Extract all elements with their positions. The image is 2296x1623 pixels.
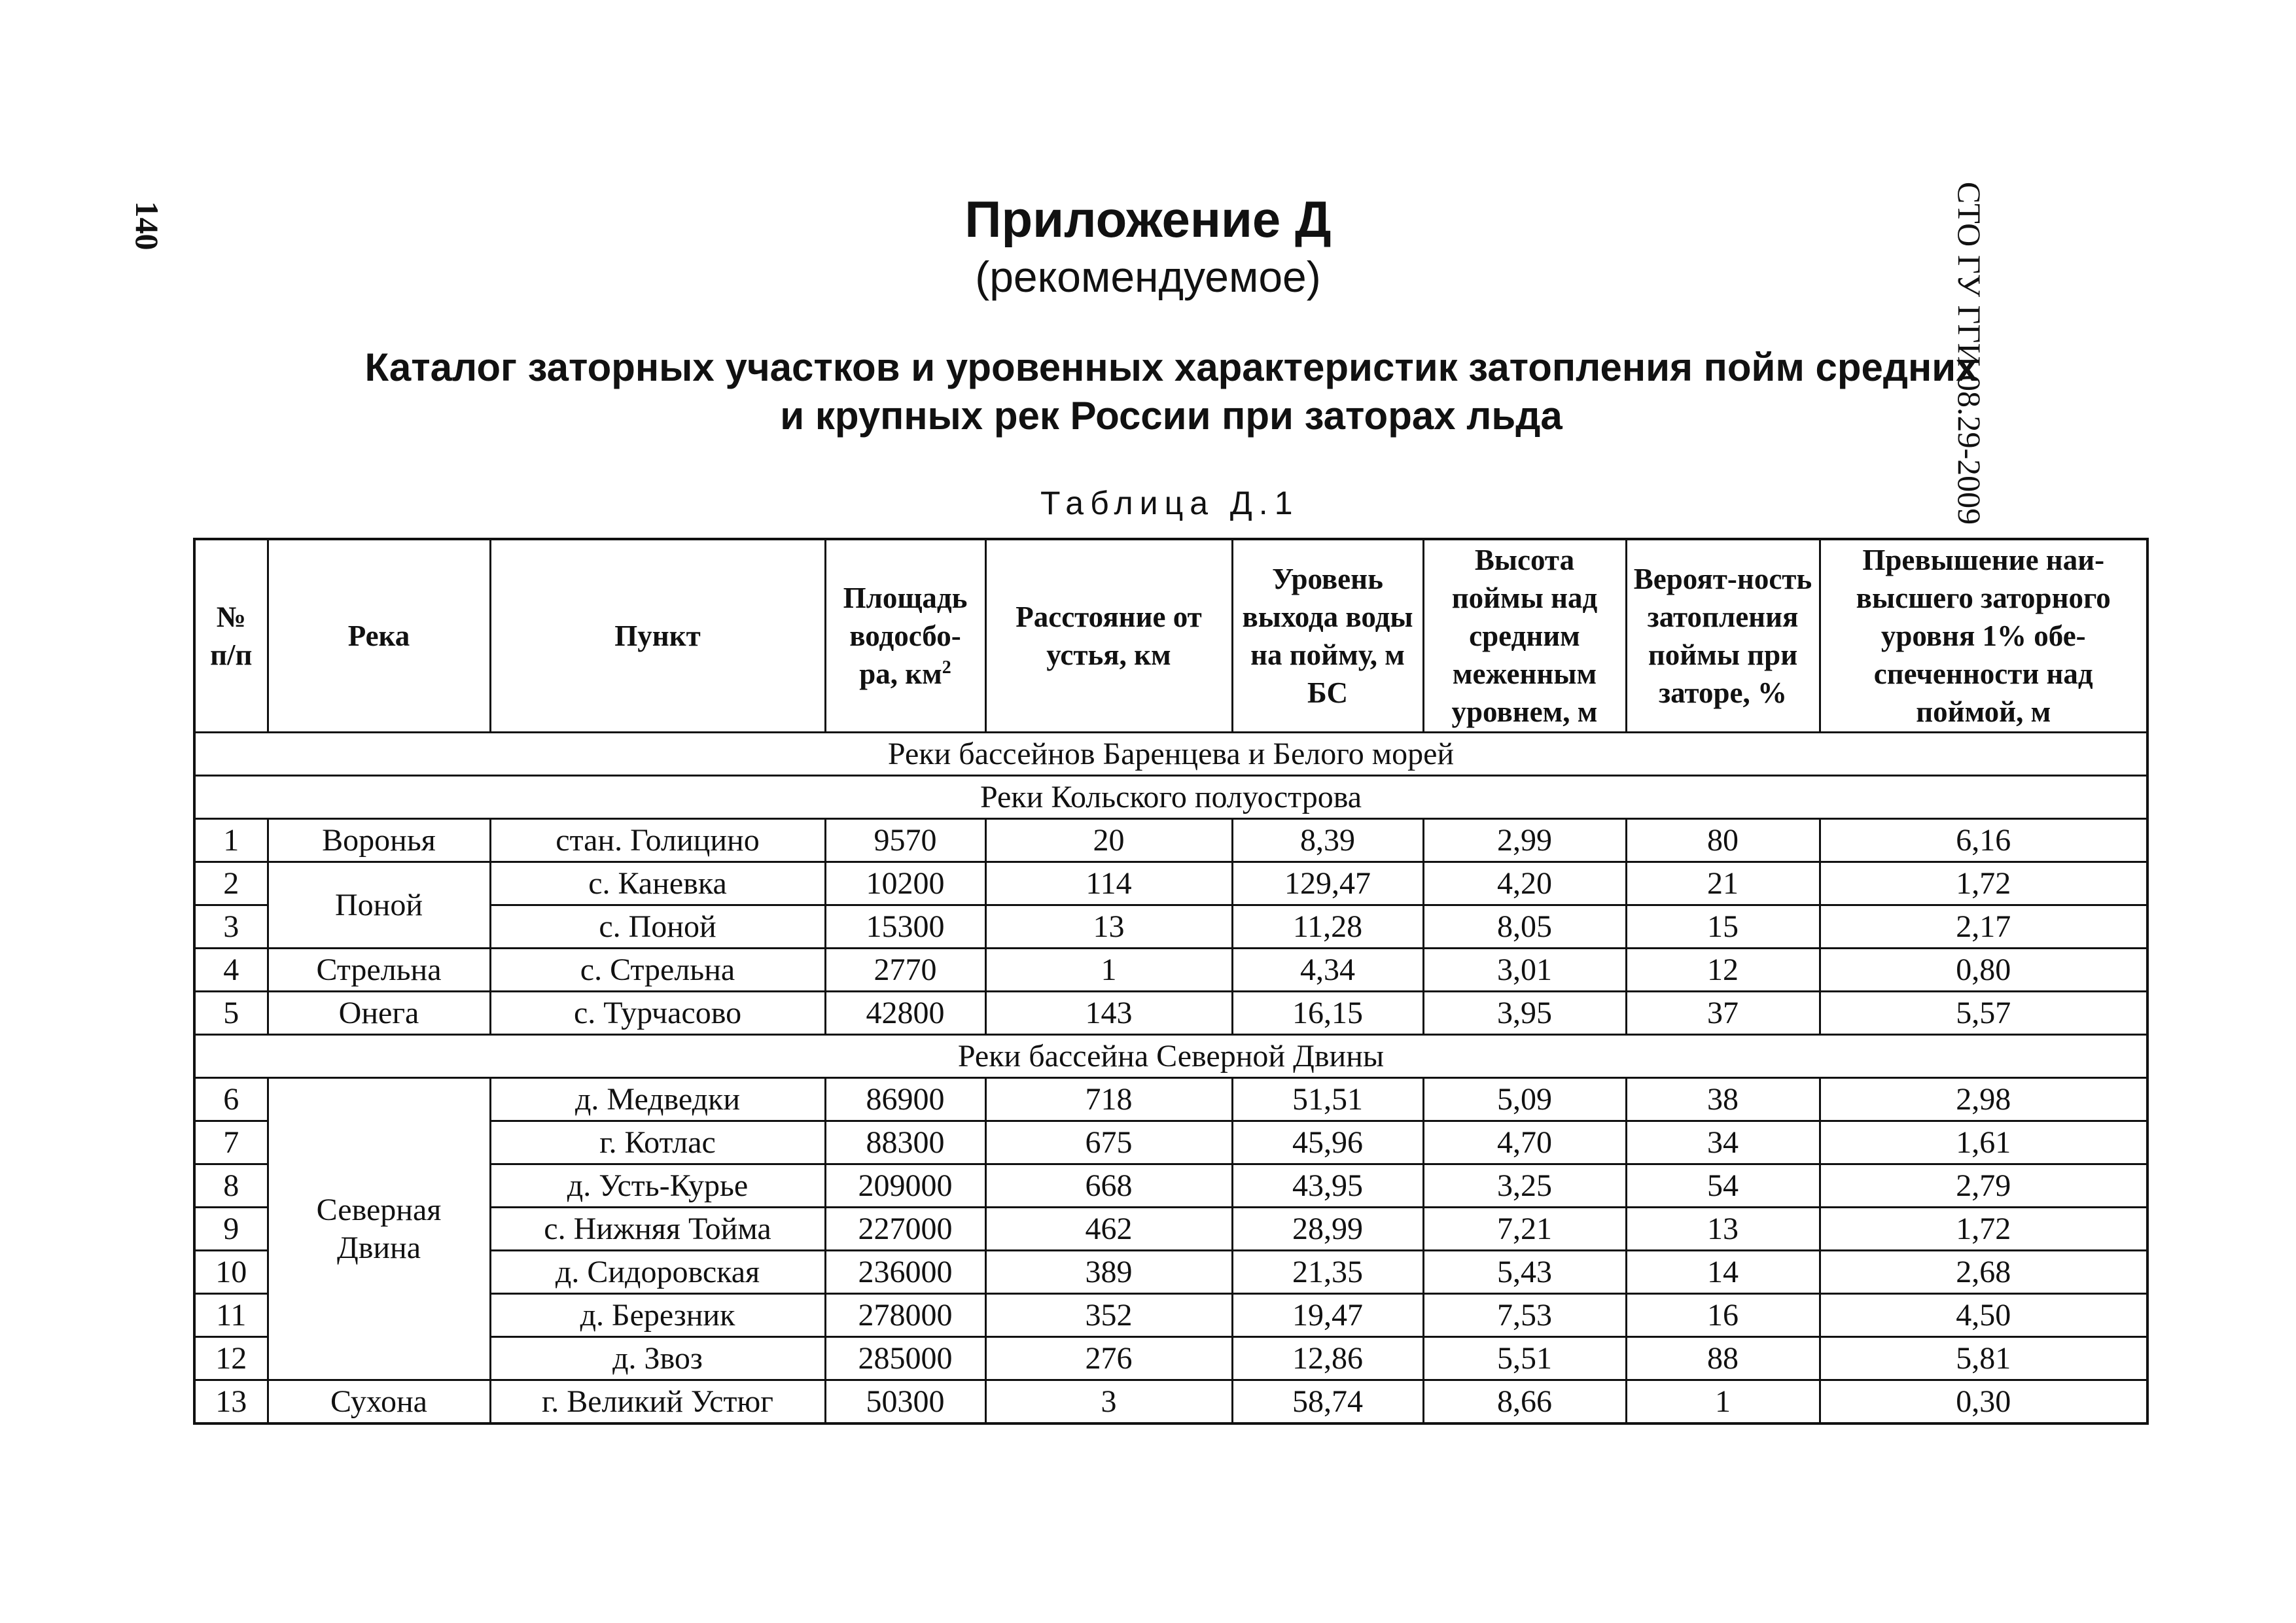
cell-height: 7,21 [1423,1208,1626,1251]
cell-num: 1 [194,819,268,862]
header-level: Уровень выхода воды на пойму, м БС [1232,539,1423,733]
cell-num: 3 [194,905,268,949]
cell-river: Воронья [268,819,490,862]
cell-area: 42800 [825,992,985,1035]
cell-area: 9570 [825,819,985,862]
header-area-text: Площадь водосбо-ра, км [843,582,968,690]
cell-height: 8,66 [1423,1380,1626,1424]
cell-point: с. Стрельна [490,949,825,992]
cell-num: 9 [194,1208,268,1251]
cell-area: 50300 [825,1380,985,1424]
cell-height: 4,70 [1423,1121,1626,1164]
cell-excess: 2,98 [1820,1078,2147,1121]
cell-probability: 12 [1626,949,1820,992]
cell-height: 5,09 [1423,1078,1626,1121]
header-height: Высота поймы над средним меженным уровнем, м [1423,539,1626,733]
cell-height: 3,01 [1423,949,1626,992]
cell-height: 5,43 [1423,1251,1626,1294]
appendix-title: Приложение Д [964,190,1332,248]
cell-height: 3,95 [1423,992,1626,1035]
cell-point: с. Нижняя Тойма [490,1208,825,1251]
cell-num: 7 [194,1121,268,1164]
cell-level: 58,74 [1232,1380,1423,1424]
header-river: Река [268,539,490,733]
cell-probability: 88 [1626,1337,1820,1380]
document-code: СТО ГУ ГГИ 08.29-2009 [1951,181,1988,525]
header-area-sup: 2 [942,657,951,678]
cell-probability: 1 [1626,1380,1820,1424]
cell-distance: 462 [985,1208,1232,1251]
header-distance: Расстояние от устья, км [985,539,1232,733]
cell-point: г. Великий Устюг [490,1380,825,1424]
section-dvina: Реки бассейна Северной Двины [194,1035,2147,1078]
cell-point: д. Усть-Курье [490,1164,825,1208]
cell-area: 86900 [825,1078,985,1121]
catalog-title-line-1: Каталог заторных участков и уровенных характеристик затопления пойм средних [364,345,1978,389]
cell-distance: 13 [985,905,1232,949]
cell-level: 8,39 [1232,819,1423,862]
cell-probability: 21 [1626,862,1820,905]
cell-probability: 54 [1626,1164,1820,1208]
table-row [194,862,2147,905]
cell-num: 8 [194,1164,268,1208]
page-number: 140 [129,201,166,251]
cell-area: 88300 [825,1121,985,1164]
cell-distance: 143 [985,992,1232,1035]
cell-height: 2,99 [1423,819,1626,862]
cell-distance: 389 [985,1251,1232,1294]
cell-excess: 4,50 [1820,1294,2147,1337]
cell-point: стан. Голицино [490,819,825,862]
cell-point: с. Турчасово [490,992,825,1035]
header-area [825,539,985,733]
cell-river: Стрельна [268,949,490,992]
section-row [194,776,2147,819]
cell-height: 3,25 [1423,1164,1626,1208]
cell-area: 227000 [825,1208,985,1251]
cell-excess: 2,79 [1820,1164,2147,1208]
cell-probability: 14 [1626,1251,1820,1294]
cell-excess: 5,81 [1820,1337,2147,1380]
cell-distance: 3 [985,1380,1232,1424]
section-row [194,1035,2147,1078]
cell-excess: 5,57 [1820,992,2147,1035]
cell-distance: 276 [985,1337,1232,1380]
cell-num: 5 [194,992,268,1035]
cell-num: 6 [194,1078,268,1121]
cell-excess: 2,17 [1820,905,2147,949]
cell-distance: 675 [985,1121,1232,1164]
cell-area: 278000 [825,1294,985,1337]
cell-distance: 352 [985,1294,1232,1337]
cell-river: Поной [268,862,490,949]
cell-area: 15300 [825,905,985,949]
cell-height: 7,53 [1423,1294,1626,1337]
table-row [194,1380,2147,1424]
cell-area: 236000 [825,1251,985,1294]
cell-level: 28,99 [1232,1208,1423,1251]
cell-probability: 34 [1626,1121,1820,1164]
cell-point: с. Поной [490,905,825,949]
cell-probability: 80 [1626,819,1820,862]
cell-distance: 668 [985,1164,1232,1208]
cell-level: 21,35 [1232,1251,1423,1294]
cell-num: 12 [194,1337,268,1380]
cell-num: 10 [194,1251,268,1294]
cell-height: 8,05 [1423,905,1626,949]
table-row [194,949,2147,992]
cell-area: 2770 [825,949,985,992]
cell-probability: 13 [1626,1208,1820,1251]
section-barents: Реки бассейнов Баренцева и Белого морей [194,733,2147,776]
header-num: № п/п [194,539,268,733]
cell-excess: 6,16 [1820,819,2147,862]
cell-distance: 718 [985,1078,1232,1121]
cell-level: 43,95 [1232,1164,1423,1208]
cell-num: 13 [194,1380,268,1424]
cell-excess: 1,72 [1820,862,2147,905]
cell-river: Сухона [268,1380,490,1424]
header-probability: Вероят-ность затопления поймы при заторе, % [1626,539,1820,733]
cell-level: 51,51 [1232,1078,1423,1121]
table-row [194,1078,2147,1121]
cell-probability: 37 [1626,992,1820,1035]
cell-level: 19,47 [1232,1294,1423,1337]
cell-point: г. Котлас [490,1121,825,1164]
header-point: Пункт [490,539,825,733]
cell-num: 2 [194,862,268,905]
cell-point: д. Медведки [490,1078,825,1121]
cell-level: 11,28 [1232,905,1423,949]
cell-excess: 1,72 [1820,1208,2147,1251]
cell-probability: 15 [1626,905,1820,949]
cell-level: 45,96 [1232,1121,1423,1164]
cell-point: с. Каневка [490,862,825,905]
cell-num: 11 [194,1294,268,1337]
cell-excess: 2,68 [1820,1251,2147,1294]
cell-point: д. Березник [490,1294,825,1337]
cell-area: 209000 [825,1164,985,1208]
cell-probability: 38 [1626,1078,1820,1121]
cell-num: 4 [194,949,268,992]
section-row [194,733,2147,776]
cell-excess: 0,30 [1820,1380,2147,1424]
header-row [194,539,2147,733]
cell-level: 129,47 [1232,862,1423,905]
section-kola: Реки Кольского полуострова [194,776,2147,819]
catalog-table [193,538,2149,1425]
header-excess: Превышение наи-высшего заторного уровня 1% обе-спеченности над поймой, м [1820,539,2147,733]
cell-excess: 0,80 [1820,949,2147,992]
cell-area: 285000 [825,1337,985,1380]
cell-river: Северная Двина [268,1078,490,1380]
table-label: Таблица Д.1 [1040,485,1299,521]
cell-height: 4,20 [1423,862,1626,905]
cell-level: 16,15 [1232,992,1423,1035]
cell-level: 12,86 [1232,1337,1423,1380]
appendix-subtitle: (рекомендуемое) [975,253,1321,301]
cell-point: д. Звоз [490,1337,825,1380]
cell-point: д. Сидоровская [490,1251,825,1294]
cell-river: Онега [268,992,490,1035]
cell-level: 4,34 [1232,949,1423,992]
cell-excess: 1,61 [1820,1121,2147,1164]
cell-distance: 1 [985,949,1232,992]
cell-probability: 16 [1626,1294,1820,1337]
cell-area: 10200 [825,862,985,905]
catalog-title [327,343,2015,440]
cell-distance: 114 [985,862,1232,905]
cell-height: 5,51 [1423,1337,1626,1380]
cell-distance: 20 [985,819,1232,862]
table-row [194,992,2147,1035]
catalog-title-line-2: и крупных рек России при заторах льда [780,394,1563,438]
table-row [194,819,2147,862]
